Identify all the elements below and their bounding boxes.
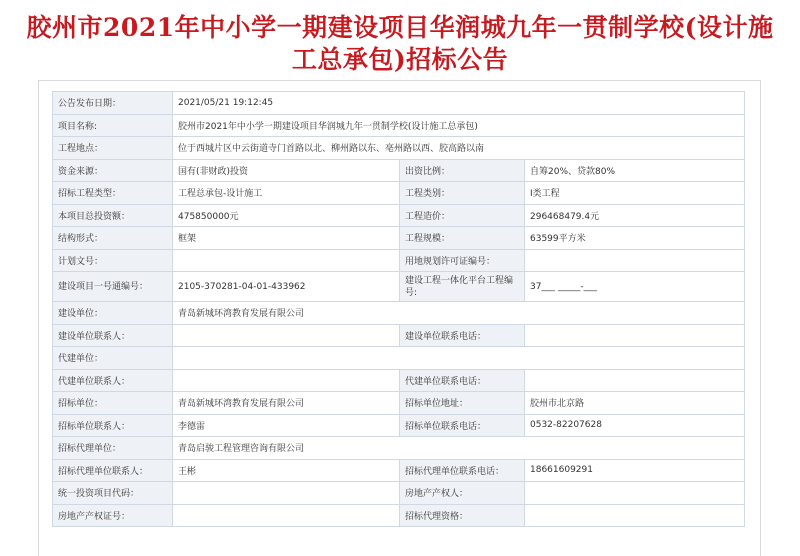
table-row — [53, 369, 745, 392]
table-row — [53, 324, 745, 347]
field-value — [173, 347, 745, 370]
field-label: 招标单位联系电话： — [400, 414, 525, 437]
field-label: 建设单位： — [53, 302, 173, 325]
field-label: 结构形式： — [53, 227, 173, 250]
table-row — [53, 482, 745, 505]
field-label: 招标工程类型： — [53, 182, 173, 205]
field-value: 18661609291 — [525, 459, 745, 482]
field-label: 建设工程一体化平台工程编号: — [400, 272, 525, 302]
field-label: 工程地点： — [53, 137, 173, 160]
field-value — [525, 249, 745, 272]
field-label: 项目名称: — [53, 114, 173, 137]
field-value: Ⅰ类工程 — [525, 182, 745, 205]
field-value — [173, 482, 400, 505]
table-row — [53, 437, 745, 460]
field-value: 63599平方米 — [525, 227, 745, 250]
table-row — [53, 347, 745, 370]
field-label: 招标代理资格： — [400, 504, 525, 527]
field-value: 李德雷 — [173, 414, 400, 437]
table-row — [53, 182, 745, 205]
field-label: 招标代理单位： — [53, 437, 173, 460]
field-label: 招标单位： — [53, 392, 173, 415]
field-value — [173, 369, 400, 392]
field-label: 建设项目一号通编号： — [53, 272, 173, 302]
field-value: 青岛启骏工程管理咨询有限公司 — [173, 437, 745, 460]
field-value: 框架 — [173, 227, 400, 250]
field-value: 2021/05/21 19:12:45 — [173, 92, 745, 115]
field-value: 王彬 — [173, 459, 400, 482]
table-row — [53, 114, 745, 137]
table-row — [53, 92, 745, 115]
field-value: 0532-82207628 — [525, 414, 745, 437]
field-value: 青岛新城环湾教育发展有限公司 — [173, 392, 400, 415]
field-label: 代建单位： — [53, 347, 173, 370]
table-row — [53, 204, 745, 227]
page-title-line1: 胶州市2021年中小学一期建设项目华润城九年一贯制学校(设计施 — [26, 13, 774, 42]
field-value — [525, 369, 745, 392]
field-value: 位于西城片区中云街道寺门首路以北、柳州路以东、亳州路以西、胶高路以南 — [173, 137, 745, 160]
field-label: 代建单位联系电话： — [400, 369, 525, 392]
table-row — [53, 272, 745, 302]
field-label: 房地产产权证号： — [53, 504, 173, 527]
table-row — [53, 459, 745, 482]
info-table-body — [53, 92, 745, 527]
field-value: 青岛新城环湾教育发展有限公司 — [173, 302, 745, 325]
table-row — [53, 504, 745, 527]
field-label: 招标代理单位联系人： — [53, 459, 173, 482]
field-value: 296468479.4元 — [525, 204, 745, 227]
table-row — [53, 159, 745, 182]
table-row — [53, 249, 745, 272]
field-label: 建设单位联系人： — [53, 324, 173, 347]
page-title — [0, 0, 800, 74]
table-row — [53, 414, 745, 437]
field-value — [173, 249, 400, 272]
field-label: 计划文号： — [53, 249, 173, 272]
field-value: 胶州市北京路 — [525, 392, 745, 415]
field-label: 建设单位联系电话： — [400, 324, 525, 347]
field-label: 工程规模： — [400, 227, 525, 250]
field-label: 统一投资项目代码： — [53, 482, 173, 505]
field-label: 代建单位联系人： — [53, 369, 173, 392]
field-label: 工程造价： — [400, 204, 525, 227]
table-row — [53, 137, 745, 160]
field-value: 自筹20%、贷款80% — [525, 159, 745, 182]
field-value: 工程总承包-设计施工 — [173, 182, 400, 205]
field-value: 2105-370281-04-01-433962 — [173, 272, 400, 302]
field-label: 本项目总投资额： — [53, 204, 173, 227]
field-value: 胶州市2021年中小学一期建设项目华润城九年一贯制学校(设计施工总承包) — [173, 114, 745, 137]
table-row — [53, 392, 745, 415]
field-value — [525, 504, 745, 527]
field-label: 工程类别： — [400, 182, 525, 205]
field-value: 475850000元 — [173, 204, 400, 227]
field-value — [525, 482, 745, 505]
table-row — [53, 227, 745, 250]
field-label: 资金来源： — [53, 159, 173, 182]
field-value: 国有(非财政)投资 — [173, 159, 400, 182]
field-value — [173, 324, 400, 347]
field-value: 37___ _____-___ — [525, 272, 745, 302]
field-label: 房地产产权人： — [400, 482, 525, 505]
announcement-info-table — [52, 91, 745, 527]
field-label: 招标单位联系人： — [53, 414, 173, 437]
field-label: 用地规划许可证编号： — [400, 249, 525, 272]
field-label: 招标代理单位联系电话： — [400, 459, 525, 482]
field-label: 招标单位地址： — [400, 392, 525, 415]
field-label: 出资比例： — [400, 159, 525, 182]
page-title-line2: 工总承包)招标公告 — [291, 45, 509, 74]
table-row — [53, 302, 745, 325]
field-value — [525, 324, 745, 347]
field-label: 公告发布日期： — [53, 92, 173, 115]
field-value — [173, 504, 400, 527]
